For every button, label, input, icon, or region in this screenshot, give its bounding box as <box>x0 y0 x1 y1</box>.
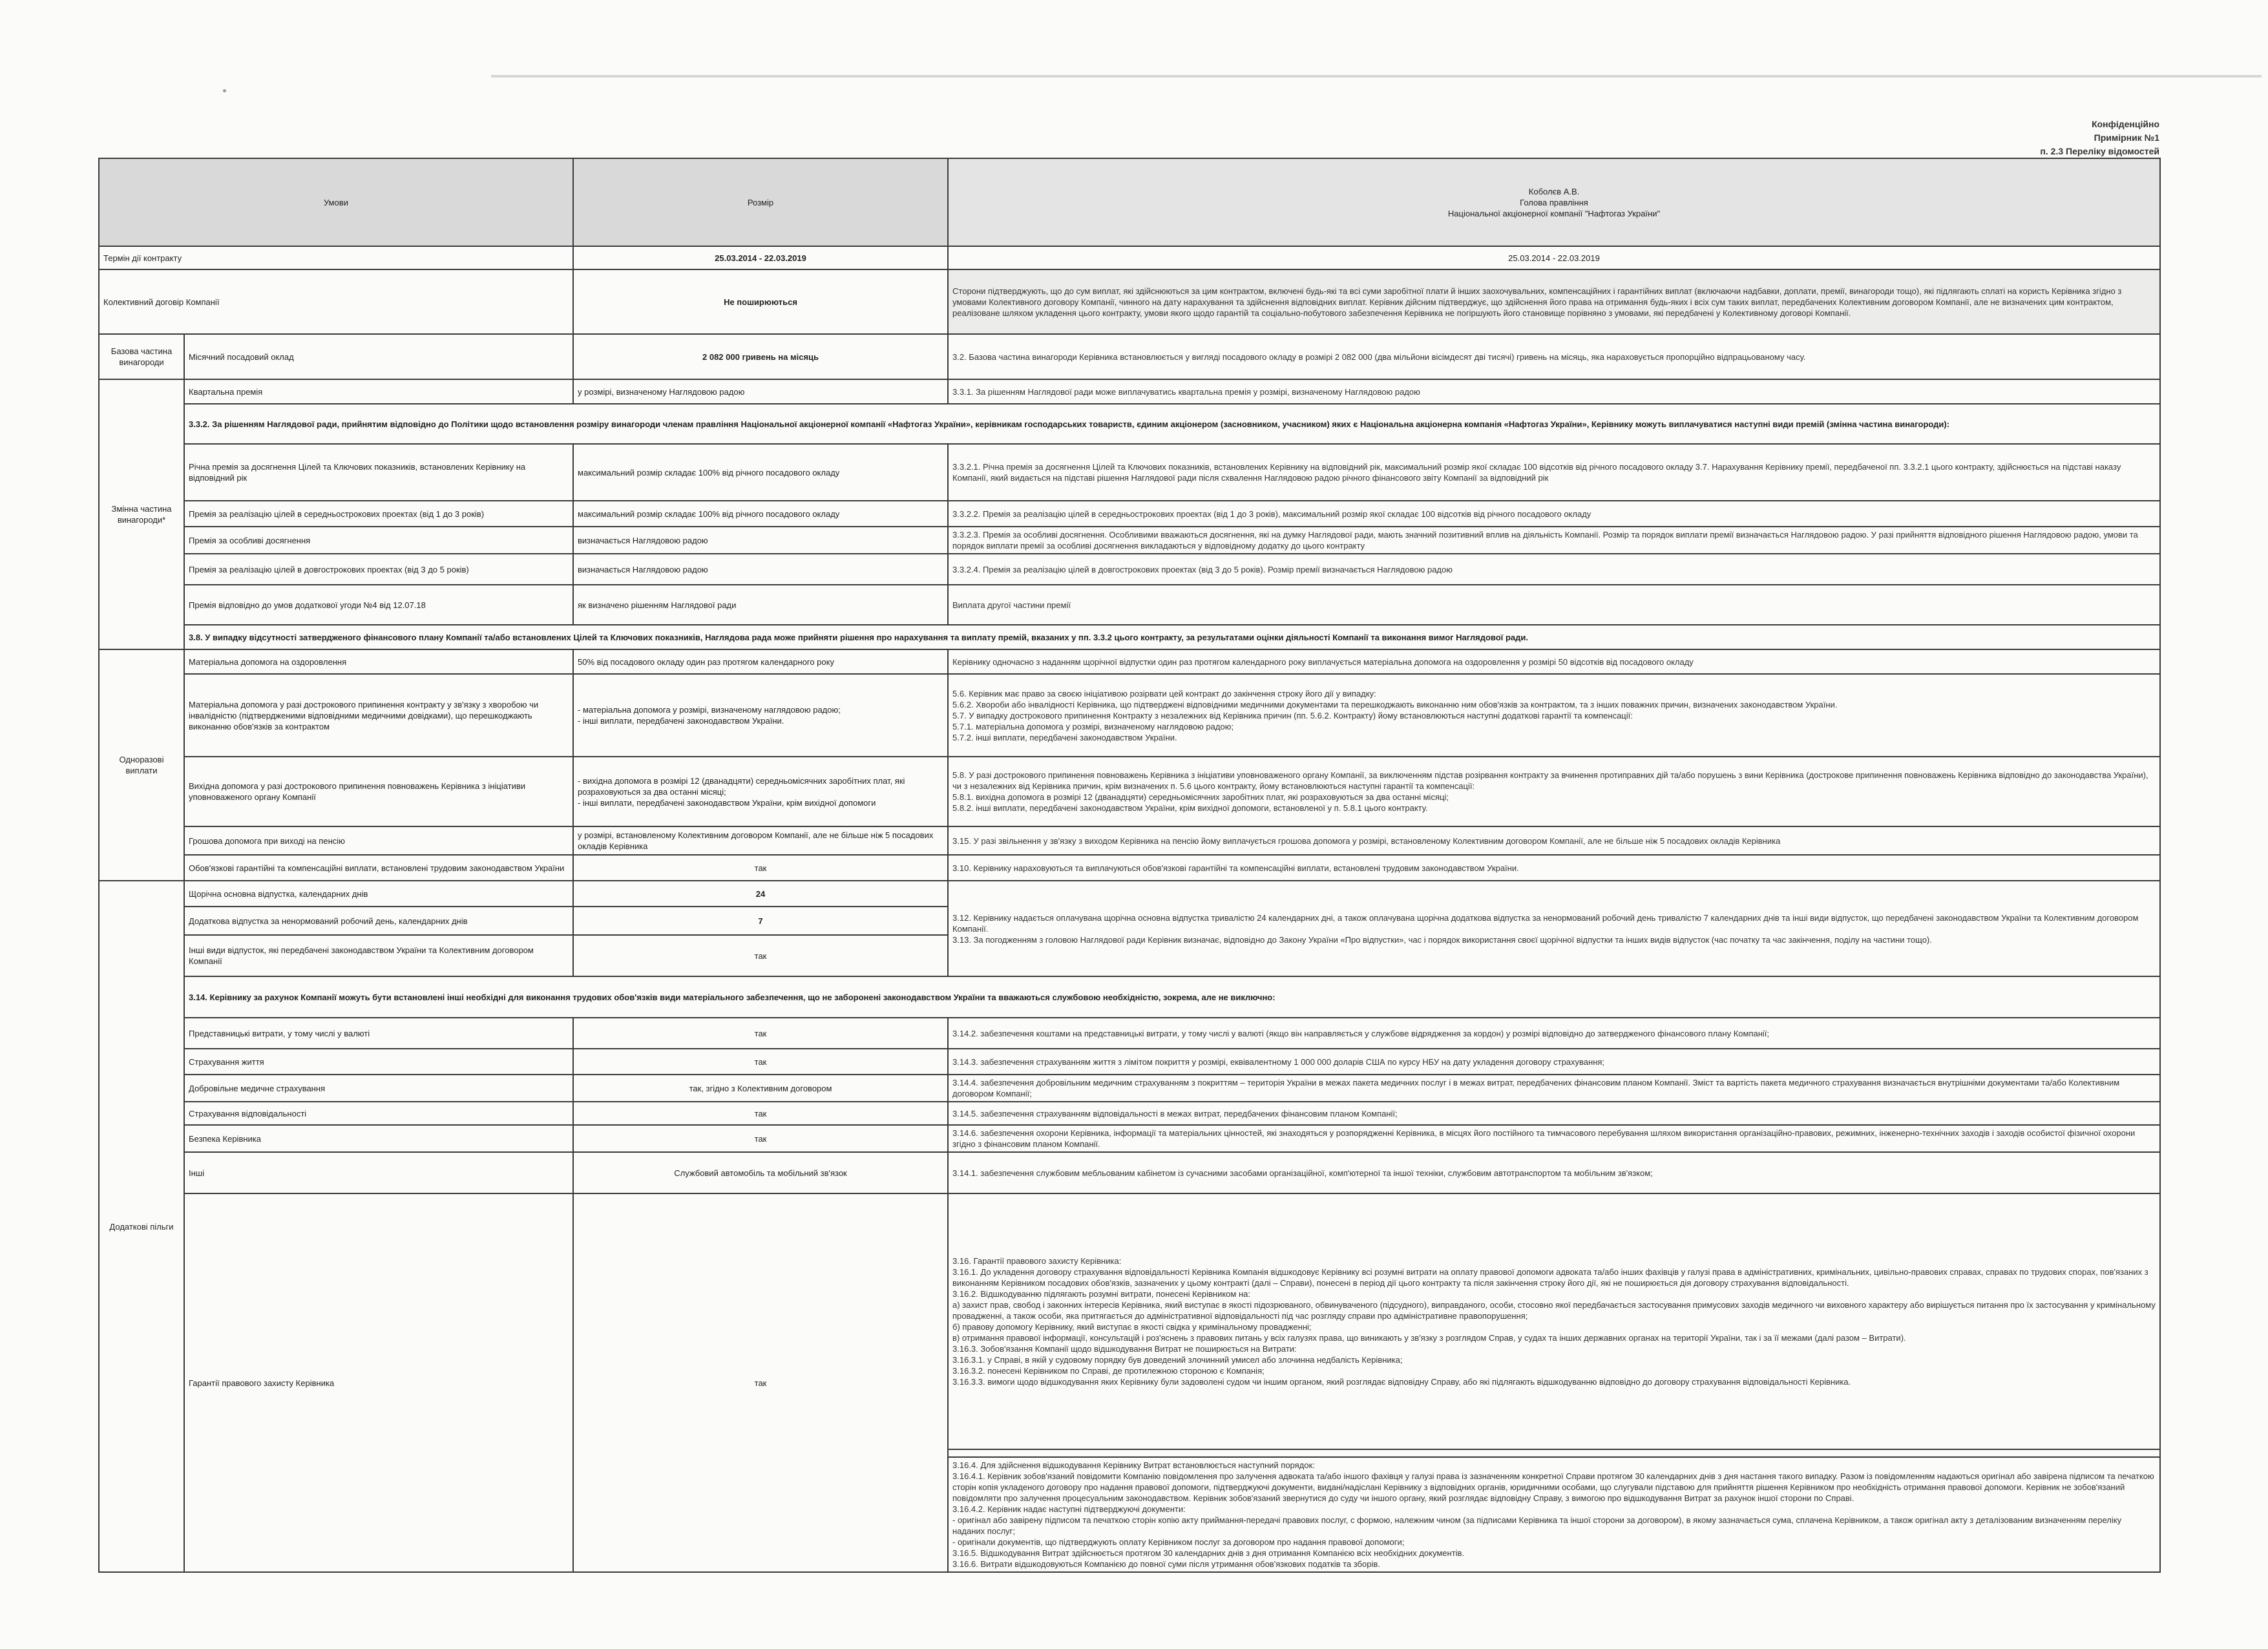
pension-size: у розмірі, встановленому Колективним договором Компанії, але не більше ніж 5 посадових окладів Керівника <box>573 826 948 855</box>
group-additional: Додаткові пільги <box>99 881 184 1572</box>
other-vac-label: Інші види відпусток, які передбачені законодавством України та Колективним договором Компанії <box>184 935 573 976</box>
table-row <box>99 826 2160 855</box>
header-person <box>948 158 2160 246</box>
collective-size: Не поширюються <box>573 269 948 334</box>
health-text: Керівнику одночасно з наданням щорічної відпустки один раз протягом календарного року виплачується матеріальна допомога на оздоровлення у розмірі 50 відсотків від посадового окладу <box>948 649 2160 674</box>
table-row <box>99 1125 2160 1152</box>
life-text: 3.14.3. забезпечення страхуванням життя з лімітом покриття у розмірі, еквівалентному 1 000 000 доларів США по курсу НБУ на дату укладення договору страхування; <box>948 1049 2160 1075</box>
vacation-size: 24 <box>573 881 948 907</box>
quarter-label: Квартальна премія <box>184 379 573 404</box>
group-variable: Змінна частина винагороди* <box>99 379 184 649</box>
table-row <box>99 674 2160 757</box>
legal-spacer <box>948 1449 2160 1457</box>
salary-size: 2 082 000 гривень на місяць <box>573 334 948 379</box>
header-size: Розмір <box>573 158 948 246</box>
illness-text-2: 5.6.2. Хвороби або інвалідності Керівника, що підтверджені відповідними медичними документами та перешкоджають виконанню ним обов'язків за контрактом, та з інших поважних причин, визначених законодавством України. <box>952 699 1838 709</box>
table-row <box>99 757 2160 826</box>
term-size: 25.03.2014 - 22.03.2019 <box>573 246 948 269</box>
annual-label: Річна премія за досягнення Цілей та Ключових показників, встановлених Керівнику на відповідний рік <box>184 444 573 501</box>
person-name: Коболєв А.В. <box>1528 186 1580 196</box>
illness-label: Матеріальна допомога у разі дострокового припинення контракту у зв'язку з хворобою чи інвалідністю (підтвердженими відповідними медичними довідками), що перешкоджають виконанню обов'язків за контрактом <box>184 674 573 757</box>
legal-paragraph: 3.16.6. Витрати відшкодовуються Компанією до повної суми після утримання обов'язкових податків та зборів. <box>952 1559 1380 1569</box>
illness-text-4: 5.7.1. матеріальна допомога у розмірі, визначеному наглядовою радою; <box>952 721 1234 731</box>
special-text: 3.3.2.3. Премія за особливі досягнення. Особливими вважаються досягнення, які на думку Наглядової ради, мають значний позитивний вплив на діяльність Компанії. Розмір та порядок виплати премії визначається Наглядовою радою. У разі прийняття відповідного рішення Наглядовою радою, умови та порядок виплати премії за особливі досягнення викладаються у відповідному додатку до цього контракту <box>948 527 2160 554</box>
repr-text: 3.14.2. забезпечення коштами на представницькі витрати, у тому числі у валюті (якщо він направляється у службове відрядження за кордон) у розмірі відповідно до затвердженого фінансового плану Компанії; <box>948 1018 2160 1049</box>
illness-text-5: 5.7.2. інші виплати, передбачені законодавством України. <box>952 732 1177 742</box>
legal-paragraph: в) отримання правової інформації, консультацій і роз'яснень з правових питань у всіх галузях права, що виникають у зв'язку з розглядом Справ, у судах та інших державних органах на території України, так і за її межами (далі разом – Витрати). <box>952 1333 1906 1343</box>
special-size: визначається Наглядовою радою <box>573 527 948 554</box>
addendum-size: як визначено рішенням Наглядової ради <box>573 585 948 625</box>
legal-size: так <box>573 1193 948 1572</box>
table-row <box>99 585 2160 625</box>
vacation-text-2: 3.13. За погодженням з головою Наглядової ради Керівник визначає, відповідно до Закону України «Про відпустки», час і порядок використання своєї щорічної відпустки та інших видів відпусток (час початку та час закінчення, поділу на частини тощо). <box>952 934 1932 945</box>
severance-text <box>948 757 2160 826</box>
confidential-stamp <box>2040 118 2159 158</box>
table-row <box>99 1102 2160 1125</box>
severance-size-1: - вихідна допомога в розмірі 12 (дванадцяти) середньомісячних заробітних плат, які розраховуються за два останні місяці; <box>578 775 905 797</box>
vacation-text <box>948 881 2160 976</box>
absence-text: 3.8. У випадку відсутності затвердженого фінансового плану Компанії та/або встановлених Цілей та Ключових показників, Наглядова рада може прийняти рішення про нарахування та виплату премій, вказаних у пп. 3.3.2 цього контракту, за результатами оцінки діяльності Компанії та виконання вимог Наглядової ради. <box>184 625 2160 649</box>
annual-size: максимальний розмір складає 100% від річного посадового окладу <box>573 444 948 501</box>
person-title: Голова правління <box>1520 197 1588 207</box>
addendum-label: Премія відповідно до умов додаткової угоди №4 від 12.07.18 <box>184 585 573 625</box>
table-header-row <box>99 158 2160 246</box>
legal-paragraph: 3.16.4.1. Керівник зобов'язаний повідомити Компанію повідомлення про залучення адвоката та/або іншого фахівця у галузі права із зазначенням конкретної Справи протягом 30 календарних днів з дня настання такого випадку. Разом із повідомленням надаються оригінал або завірена підписом та печаткою сторін копія укладеного договору про надання правової допомоги, підтверджуючі документи, видані/надіслані Керівнику з відповідних органів, юридичними особами, що слугували підставою для прийняття рішення Керівником про необхідність отримання правової допомоги. Керівник не зобов'язаний повідомляти про залучення процесуальним законодавством. Керівник зобов'язаний звернутися до суду чи іншого органу, який розглядає відповідну Справу, з вимогою про відшкодування Витрат за рахунок іншої сторони по Справі. <box>952 1471 2154 1503</box>
table-row <box>99 554 2160 585</box>
legal-paragraph: 3.16. Гарантії правового захисту Керівника: <box>952 1256 1122 1266</box>
compensation-table <box>98 158 2161 1573</box>
health-label: Матеріальна допомога на оздоровлення <box>184 649 573 674</box>
illness-size-1: - матеріальна допомога у розмірі, визначеному наглядовою радою; <box>578 705 841 715</box>
med-text: 3.14.4. забезпечення добровільним медичним страхуванням з покриттям – територія України в межах пакета медичних послуг і в межах витрат, передбачених фінансовим планом Компанії. Зміст та вартість пакета медичного страхування визначається внутрішніми документами та/або Колективним договором Компанії; <box>948 1075 2160 1102</box>
table-row <box>99 649 2160 674</box>
mid-size: максимальний розмір складає 100% від річного посадового окладу <box>573 501 948 527</box>
legal-paragraph: 3.16.3. Зобов'язання Компанії щодо відшкодування Витрат не поширюється на Витрати: <box>952 1344 1297 1354</box>
table-row <box>99 1018 2160 1049</box>
special-label: Премія за особливі досягнення <box>184 527 573 554</box>
health-size: 50% від посадового окладу один раз протягом календарного року <box>573 649 948 674</box>
provision-text: 3.14. Керівнику за рахунок Компанії можуть бути встановлені інші необхідні для виконання трудових обов'язків види матеріального забезпечення, що не заборонені законодавством України та вважаються службовою необхідністю, зокрема, але не виключно: <box>184 976 2160 1018</box>
legal-paragraph: 3.16.1. До укладення договору страхування відповідальності Керівника Компанія відшкодовує Керівнику всі розумні витрати на оплату правової допомоги адвоката та/або інших фахівців у галузі права в адміністративних, кримінальних, цивільно-правових справах, справах по трудових спорах, пов'язаних з виконанням Керівником посадових обов'язків, зазначених у цьому контракті (далі – Справи), понесені в період дії цього контракту та після закінчення строку його дії, які не поширюється дія договору страхування відповідальності. <box>952 1267 2148 1288</box>
vacation-label: Щорічна основна відпустка, календарних днів <box>184 881 573 907</box>
illness-text-3: 5.7. У випадку дострокового припинення Контракту з незалежних від Керівника причин (пп. 5.6.2. Контракту) йому встановлюються наступні додаткові гарантії та компенсації: <box>952 710 1633 720</box>
table-row <box>99 855 2160 881</box>
legal-paragraph: - оригінал або завірену підписом та печаткою сторін копію акту приймання-передачі правових послуг, с формою, належним чином (за підписами Керівника та іншої сторони за договором), в якому зазначається сума, сплачена Керівником, а також оригінал акту з деталізованим визначенням переліку наданих послуг; <box>952 1515 2122 1536</box>
repr-label: Представницькі витрати, у тому числі у валюті <box>184 1018 573 1049</box>
repr-size: так <box>573 1018 948 1049</box>
table-row <box>99 1193 2160 1449</box>
guarantee-size: так <box>573 855 948 881</box>
security-text: 3.14.6. забезпечення охорони Керівника, інформації та матеріальних цінностей, які знаходяться у розпорядженні Керівника, в місцях його постійного та тимчасового перебування шляхом використання організаційно-правових, режимних, інженерно-технічних заходів і заходів особистої фізичної охорони згідно з фінансовим планом Компанії. <box>948 1125 2160 1152</box>
table-row <box>99 881 2160 907</box>
security-size: так <box>573 1125 948 1152</box>
guarantee-label: Обов'язкові гарантійні та компенсаційні виплати, встановлені трудовим законодавством України <box>184 855 573 881</box>
illness-text <box>948 674 2160 757</box>
legal-paragraph: а) захист прав, свобод і законних інтересів Керівника, який виступає в якості підозрюваного, обвинуваченого (підсудного), виправданого, особи, стосовно якої передбачається застосування примусових заходів медичного чи виховного характеру або вирішується питання про їх застосування у кримінальному провадженні, а також особи, яка притягається до адміністративної відповідальності під час розгляду справи про адміністративне правопорушення; <box>952 1300 2156 1321</box>
table-row <box>99 501 2160 527</box>
group-base: Базова частина винагороди <box>99 334 184 379</box>
severance-text-2: 5.8.1. вихідна допомога в розмірі 12 (дванадцяти) середньомісячних заробітних плат, які розраховуються за два останні місяці; <box>952 792 1449 802</box>
salary-text: 3.2. Базова частина винагороди Керівника встановлюється у вигляді посадового окладу в розмірі 2 082 000 (два мільйони вісімдесят дві тисячі) гривень на місяць, яка нараховується пропорційно відпрацьованому часу. <box>948 334 2160 379</box>
other-size: Службовий автомобіль та мобільний зв'язок <box>573 1152 948 1193</box>
liab-label: Страхування відповідальності <box>184 1102 573 1125</box>
legal-paragraph: 3.16.2. Відшкодуванню підлягають розумні витрати, понесені Керівником на: <box>952 1289 1250 1299</box>
extra-vac-size: 7 <box>573 907 948 935</box>
quarter-size: у розмірі, визначеному Наглядовою радою <box>573 379 948 404</box>
severance-text-3: 5.8.2. інші виплати, передбачені законодавством України, крім вихідної допомоги, встановленої у п. 5.8.1 цього контракту. <box>952 803 1428 813</box>
life-label: Страхування життя <box>184 1049 573 1075</box>
company-name: Національної акціонерної компанії "Нафтогаз України" <box>1447 208 1661 218</box>
table-row <box>99 246 2160 269</box>
other-label: Інші <box>184 1152 573 1193</box>
addendum-text: Виплата другої частини премії <box>948 585 2160 625</box>
table-row <box>99 1075 2160 1102</box>
severance-text-1: 5.8. У разі дострокового припинення повноважень Керівника з ініціативи уповноваженого органу Компанії, за виключенням підстав розірвання контракту за вчинення протиправних дій та/або порушень з вини Керівника (дострокове припинення повноважень Керівника відповідно до законодавства України), чи з незалежних від Керівника причин, крім визначених п. 5.6 цього контракту, йому встановлюються наступні гарантії та компенсації: <box>952 770 2148 791</box>
table-row <box>99 625 2160 649</box>
table-row <box>99 444 2160 501</box>
annual-text: 3.3.2.1. Річна премія за досягнення Цілей та Ключових показників, встановлених Керівнику на відповідний рік, максимальний розмір якої складає 100 відсотків від річного посадового окладу 3.7. Нарахування Керівнику премії, передбаченої пп. 3.3.2.1 цього контракту, здійснюється на підставі наказу Компанії, який видається на підставі рішення Наглядової ради після схвалення Наглядовою радою річного фінансового звіту Компанії за відповідний рік <box>948 444 2160 501</box>
legal-paragraph: 3.16.5. Відшкодування Витрат здійснюється протягом 30 календарних днів з дня отримання Компанією всіх необхідних документів. <box>952 1548 1465 1558</box>
confidential-line-1: Конфіденційно <box>2092 119 2159 129</box>
legal-paragraph: 3.16.3.2. понесені Керівником по Справі, де протилежною стороною є Компанія; <box>952 1366 1265 1376</box>
term-text: 25.03.2014 - 22.03.2019 <box>948 246 2160 269</box>
table-row <box>99 334 2160 379</box>
legal-paragraph: 3.16.3.1. у Справі, в якій у судовому порядку був доведений злочинний умисел або злочинна недбалість Керівника; <box>952 1355 1403 1365</box>
term-label: Термін дії контракту <box>99 246 573 269</box>
mid-text: 3.3.2.2. Премія за реалізацію цілей в середньострокових проектах (від 1 до 3 років), максимальний розмір якої складає 100 відсотків від річного посадового окладу <box>948 501 2160 527</box>
scan-artifact-line <box>491 75 2262 78</box>
illness-size <box>573 674 948 757</box>
pension-label: Грошова допомога при виході на пенсію <box>184 826 573 855</box>
long-label: Премія за реалізацію цілей в довгострокових проектах (від 3 до 5 років) <box>184 554 573 585</box>
security-label: Безпека Керівника <box>184 1125 573 1152</box>
policy-text: 3.3.2. За рішенням Наглядової ради, прийнятим відповідно до Політики щодо встановлення розміру винагороди членам правління Національної акціонерної компанії «Нафтогаз України», керівникам господарських товариств, єдиним акціонером (засновником, учасником) яких є Національна акціонерна компанія «Нафтогаз України», Керівнику можуть виплачуватися наступні види премій (змінна частина винагороди): <box>184 404 2160 444</box>
legal-paragraph: 3.16.3.3. вимоги щодо відшкодування яких Керівнику були задоволені судом чи іншим органом, який розглядає відповідну Справу, або які підлягають відшкодуванню відповідно до договору страхування відповідальності Керівника. <box>952 1377 1851 1387</box>
table-row <box>99 976 2160 1018</box>
confidential-line-2: Примірник №1 <box>2094 132 2159 143</box>
table-row <box>99 527 2160 554</box>
legal-paragraph: 3.16.4. Для здійснення відшкодування Керівнику Витрат встановлюється наступний порядок: <box>952 1460 1315 1470</box>
severance-size <box>573 757 948 826</box>
table-row <box>99 1049 2160 1075</box>
group-onetime: Одноразові виплати <box>99 649 184 881</box>
extra-vac-label: Додаткова відпустка за ненормований робочий день, календарних днів <box>184 907 573 935</box>
long-text: 3.3.2.4. Премія за реалізацію цілей в довгострокових проектах (від 3 до 5 років). Розмір премії визначається Наглядовою радою <box>948 554 2160 585</box>
med-label: Добровільне медичне страхування <box>184 1075 573 1102</box>
severance-size-2: - інші виплати, передбачені законодавством України, крім вихідної допомоги <box>578 797 876 808</box>
long-size: визначається Наглядовою радою <box>573 554 948 585</box>
salary-label: Місячний посадовий оклад <box>184 334 573 379</box>
legal-text-a <box>948 1193 2160 1449</box>
quarter-text: 3.3.1. За рішенням Наглядової ради може виплачуватись квартальна премія у розмірі, визначеному Наглядовою радою <box>948 379 2160 404</box>
other-vac-size: так <box>573 935 948 976</box>
life-size: так <box>573 1049 948 1075</box>
pension-text: 3.15. У разі звільнення у зв'язку з виходом Керівника на пенсію йому виплачується грошова допомога у розмірі, встановленому Колективним договором Компанії, але не більше ніж 5 посадових окладів Керівника <box>948 826 2160 855</box>
legal-text-b-list <box>952 1460 2156 1570</box>
severance-label: Вихідна допомога у разі дострокового припинення повноважень Керівника з ініціативи уповноваженого органу Компанії <box>184 757 573 826</box>
illness-text-1: 5.6. Керівник має право за своєю ініціативою розірвати цей контракт до закінчення строку його дії у випадку: <box>952 688 1376 698</box>
guarantee-text: 3.10. Керівнику нараховуються та виплачуються обов'язкові гарантійні та компенсаційні виплати, встановлені трудовим законодавством України. <box>948 855 2160 881</box>
table-row <box>99 269 2160 334</box>
legal-label: Гарантії правового захисту Керівника <box>184 1193 573 1572</box>
other-text: 3.14.1. забезпечення службовим мебльованим кабінетом із сучасними засобами організаційної, комп'ютерної та іншої техніки, службовим автотранспортом та мобільним зв'язком; <box>948 1152 2160 1193</box>
mid-label: Премія за реалізацію цілей в середньострокових проектах (від 1 до 3 років) <box>184 501 573 527</box>
table-row <box>99 379 2160 404</box>
table-row <box>99 404 2160 444</box>
liab-size: так <box>573 1102 948 1125</box>
collective-label: Колективний договір Компанії <box>99 269 573 334</box>
header-conditions: Умови <box>99 158 573 246</box>
legal-paragraph: - оригінали документів, що підтверджують оплату Керівником послуг за договором про надання правової допомоги; <box>952 1537 1405 1547</box>
legal-paragraph: 3.16.4.2. Керівник надає наступні підтверджуючі документи: <box>952 1504 1186 1514</box>
scan-dot <box>223 89 226 92</box>
confidential-line-3: п. 2.3 Переліку відомостей <box>2040 146 2159 156</box>
vacation-text-1: 3.12. Керівнику надається оплачувана щорічна основна відпустка тривалістю 24 календарних дні, а також оплачувана щорічна додаткова відпустка за ненормований робочий день тривалістю 7 календарних днів та інші види відпусток, що передбачені законодавством України та Колективним договором Компанії. <box>952 912 2139 934</box>
med-size: так, згідно з Колективним договором <box>573 1075 948 1102</box>
legal-text-b <box>948 1457 2160 1572</box>
liab-text: 3.14.5. забезпечення страхуванням відповідальності в межах витрат, передбачених фінансовим планом Компанії; <box>948 1102 2160 1125</box>
collective-text: Сторони підтверджують, що до сум виплат, які здійснюються за цим контрактом, включені будь-які та всі суми заробітної плати й інших заохочувальних, компенсаційних і гарантійних виплат (включаючи надбавки, доплати, премії, винагороди тощо), які підлягають сплаті на користь Керівника згідно з умовами Колективного договору Компанії, чинного на дату нарахування та здійснення відповідних виплат. Керівник дійсним підтверджує, що здійснення його права на отримання будь-яких і всіх сум таких виплат, передбачених Колективним договором Компанії, але не визначених цим контрактом, реалізоване шляхом укладення цього контракту, умови якого щодо гарантій та соціально-побутового забезпечення Керівника не погіршують його становище порівняно з умовами, які передбачені у Колективному договорі Компанії. <box>948 269 2160 334</box>
legal-paragraph: б) правову допомогу Керівнику, який виступає в якості свідка у кримінальному провадженні; <box>952 1322 1312 1332</box>
illness-size-2: - інші виплати, передбачені законодавством України. <box>578 716 784 726</box>
table-row <box>99 1152 2160 1193</box>
legal-text-a-list <box>952 1255 2156 1387</box>
